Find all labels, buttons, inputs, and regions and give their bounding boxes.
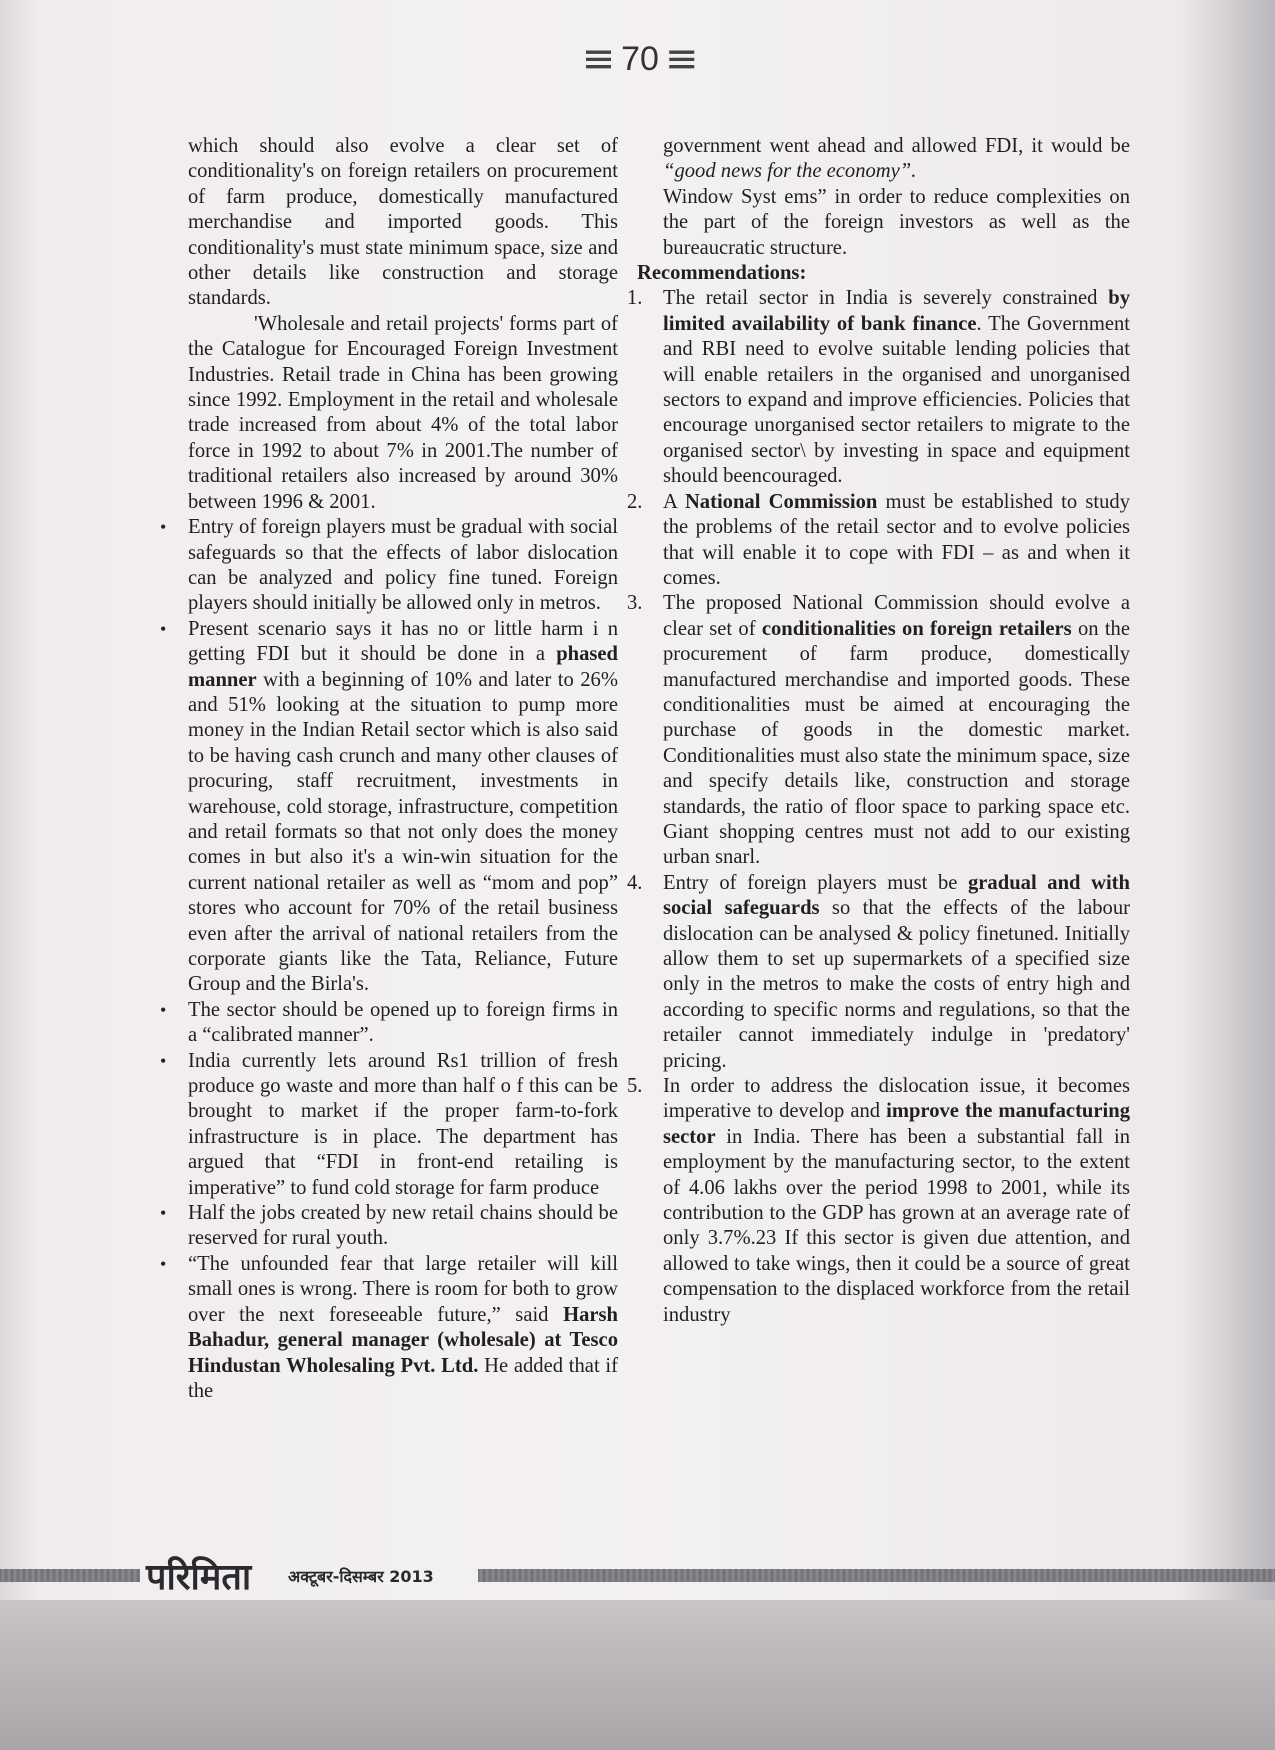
recommendation-item: 2. A National Commission must be established to study the problems of the retail sector and to evolve policies that will enable it to cope with FDI – as and when it comes.: [627, 490, 1130, 589]
recommendation-item: 5. In order to address the dislocation issue, it becomes imperative to develop and improve the manufacturing sector in India. There has been a substantial fall in employment by the manufacturing sector, to the extent of 4.06 lakhs over the period 1998 to 2001, while its contribution to the GDP has grown at an average rate of only 3.7%.23 If this sector is given due attention, and allowed to take wings, then it could be a source of great compensation to the displaced workforce from the retail industry: [627, 1075, 1130, 1326]
recommendation-item: 4. Entry of foreign players must be gradual and with social safeguards so that the effects of the labour dislocation can be analysed & policy finetuned. Initially allow them to set up supermarkets of a specified size only in the metros to make the costs of entry high and according to specific norms and regulations, so that the retailer cannot immediately indulge in 'predatory' pricing.: [627, 871, 1130, 1072]
bullet-item: • Present scenario says it has no or little harm i n getting FDI but it should be done in a phased manner with a beginning of 10% and later to 26% and 51% looking at the situation to pump more money in the Indian Retail sector which is also said to be having cash crunch and many other clauses of procuring, staff recruitment, investments in warehouse, cold storage, infrastructure, competition and retail formats so that not only does the money comes in but also it's a win-win situation for the current national retailer as well as “mom and pop” stores who account for 70% of the retail business even after the arrival of national retailers from the corporate giants like the Tata, Reliance, Future Group and the Birla's.: [188, 617, 618, 998]
left-column: [188, 134, 618, 1404]
journal-logo: परिमिता: [146, 1557, 252, 1598]
page-footer: [0, 1547, 1275, 1597]
recommendations-heading: Recommendations:: [637, 262, 807, 285]
recommendation-item: 1. The retail sector in India is severely constrained by limited availability of bank finance. The Government and RBI need to evolve suitable lending policies that will enable retailers in the organised and unorganised sectors to expand and improve efficiencies. Policies that encourage unorganised sector retailers to migrate to the organised sector\ by investing in space and equipment should beencouraged.: [627, 287, 1130, 488]
continuation-paragraph: government went ahead and allowed FDI, it would be “good news for the economy”.: [663, 135, 1130, 183]
china-paragraph: 'Wholesale and retail projects' forms part of the Catalogue for Encouraged Foreign Investment Industries. Retail trade in China has been growing since 1992. Employment in the retail and wholesale trade increased from about 4% of the total labor force in 1992 to about 7% in 2001.The number of traditional retailers also increased by around 30% between 1996 & 2001.: [188, 312, 618, 513]
footer-rule-left: [0, 1569, 140, 1582]
bullet-item: • India currently lets around Rs1 trillion of fresh produce go waste and more than half o f this can be brought to market if the proper farm-to-fork infrastructure is in place. The department has argued that “FDI in front-end retailing is imperative” to fund cold storage for farm produce: [188, 1049, 618, 1201]
bullet-item: • Entry of foreign players must be gradual with social safeguards so that the effects of labor dislocation can be analyzed and policy fine tuned. Foreign players should initially be allowed only in metros.: [188, 515, 618, 617]
bullet-list: [188, 515, 618, 1404]
window-paragraph: Window Syst ems” in order to reduce complexities on the part of the foreign investors as well as the bureaucratic structure.: [663, 185, 1130, 259]
recommendation-item: 3. The proposed National Commission should evolve a clear set of conditionalities on foreign retailers on the procurement of farm produce, domestically manufactured merchandise and imported goods. These conditionalities must be aimed at encouraging the purchase of goods in the domestic market. Conditionalities must also state the minimum space, size and specify details like, construction and storage standards, the ratio of floor space to parking space etc. Giant shopping centres must not add to our existing urban snarl.: [627, 592, 1130, 869]
page-number-header: [560, 34, 720, 84]
bullet-item: • “The unfounded fear that large retailer will kill small ones is wrong. There is room for both to grow over the next foreseeable future,” said Harsh Bahadur, general manager (wholesale) at Tesco Hindustan Wholesaling Pvt. Ltd. He added that if the: [188, 1252, 618, 1404]
scan-bottom-edge: [0, 1600, 1275, 1750]
issue-date: अक्टूबर-दिसम्बर 2013: [288, 1567, 434, 1586]
bullet-item: • Half the jobs created by new retail chains should be reserved for rural youth.: [188, 1201, 618, 1252]
right-column: [627, 134, 1130, 1328]
ornament-right-icon: ≡: [664, 36, 699, 82]
bullet-item: • The sector should be opened up to foreign firms in a “calibrated manner”.: [188, 998, 618, 1049]
footer-rule-right: [478, 1569, 1275, 1582]
intro-paragraph: which should also evolve a clear set of conditionality's on foreign retailers on procurement of farm produce, domestically manufactured merchandise and imported goods. This conditionality's must state minimum space, size and other details like construction and storage standards.: [188, 135, 618, 310]
page-number: 70: [621, 39, 659, 78]
recommendations-list: [627, 286, 1130, 1328]
ornament-left-icon: ≡: [581, 36, 616, 82]
